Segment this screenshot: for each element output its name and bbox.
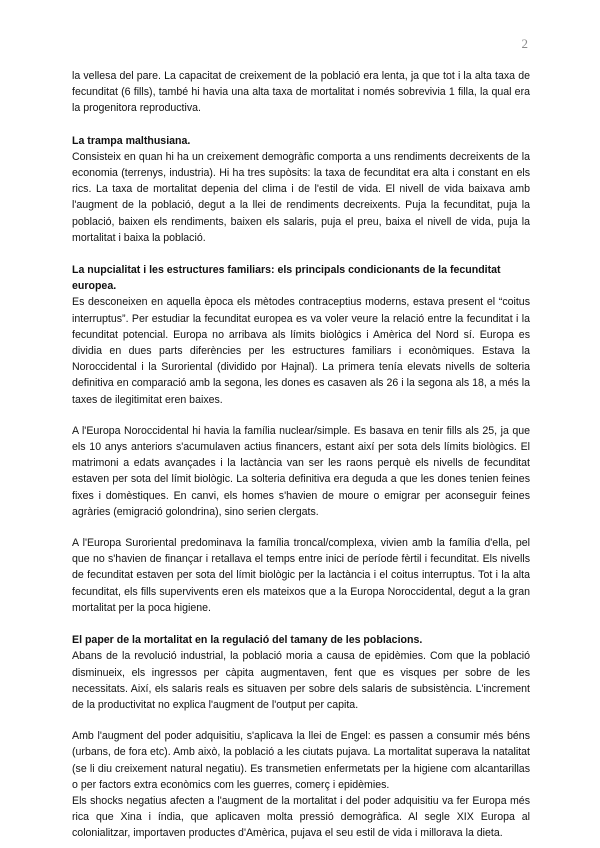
paragraph-southeast-europe: A l'Europa Suroriental predominava la família troncal/complexa, vivien amb la família d'ella, pel que no s'havien de finançar i retallava el temps entre inici de període fèrtil i fecunditat. Els nivells de fecunditat estaven per sota del límit biològic per la lactància i el coitus interruptus. Tot i la alta fecunditat, els fills supervivents eren els mateixos que a la Europa Noroccidental, degut a la gran mortalitat per la poca higiene. (72, 537, 530, 614)
heading-nuptiality: La nupcialitat i les estructures familiars: els principals condicionants de la fecunditat europea. (72, 264, 501, 293)
paragraph-intro: la vellesa del pare. La capacitat de creixement de la població era lenta, ja que tot i la alta taxa de fecunditat (6 fills), també hi havia una alta taxa de mortalitat i només sobrevivia 1 filla, la qual era la progenitora reproductiva. (72, 70, 530, 115)
paragraph-mortality-epidemics: Abans de la revolució industrial, la població moria a causa de epidèmies. Com que la població disminueix, els ingressos per càpita augmentaven, fent que es visques per sobre de les necessitats. Així, els salaris reals es situaven per sobre dels salaris de subsistència. L'increment de la productivitat no explica l'augment de l'output per capita. (72, 650, 530, 711)
paragraph-northwest-europe: A l'Europa Noroccidental hi havia la família nuclear/simple. Es basava en tenir fills als 25, ja que els 10 anys anteriors s'acumulaven actius financers, estant així per sota dels límits biològics. El matrimoni a edats avançades i la lactància van ser les raons perquè els nivells de fecunditat estaven per sota del límit biològic. La solteria definitiva era deguda a que les dones tenien feines fixes i domèstiques. En canvi, els homes s'havien de moure o emigrar per aconseguir feines agràries (emigració golondrina), sino serien clergats. (72, 424, 530, 518)
document-body (72, 68, 530, 842)
heading-mortality: El paper de la mortalitat en la regulació del tamany de les poblacions. (72, 634, 423, 647)
page-number: 2 (521, 36, 528, 51)
paragraph-malthusian-trap: Consisteix en quan hi ha un creixement demogràfic comporta a uns rendiments decreixents de la economia (terrenys, industria). Hi ha tres supòsits: la taxa de fecunditat era alta i constant en els rics. La taxa de mortalitat depenia del clima i de l'estil de vida. El nivell de vida baixava amb l'augment de la població, degut a la llei de rendiments decreixents. Puja la fecunditat, puja la població, baixen els rendiments, baixen els salaris, puja el preu, baixa el nivell de vida, puja la mortalitat i baixa la població. (72, 150, 530, 244)
heading-malthusian-trap: La trampa malthusiana. (72, 134, 191, 147)
paragraph-nuptiality: Es desconeixen en aquella època els mètodes contraceptius moderns, estava present el “coitus interruptus”. Per estudiar la fecunditat europea es va voler veure la relació entre la fecunditat i la fecunditat potencial. Europa no arribava als límits biològics i Amèrica del Nord sí. Europa es dividia en dues parts diferències per les estructures familiars i econòmiques. Estava la Noroccidental i la Suroriental (dividido por Hajnal). La primera tenía elevats nivells de solteria definitiva en comparació amb la segona, les dones es casaven als 26 i la segona als 18, a més la taxes de ilegitimitat eren baixes. (72, 296, 530, 406)
paragraph-engel-law: Amb l'augment del poder adquisitiu, s'aplicava la llei de Engel: es passen a consumir més béns (urbans, de fora etc). Amb això, la població a les ciutats pujava. La mortalitat superava la natalitat (se li diu creixement natural negatiu). Es transmetien enfermetats per la higiene com alcantarillas o per factors extra econòmics com les guerres, comerç i epidèmies. (72, 730, 530, 791)
paragraph-negative-shocks: Els shocks negatius afecten a l'augment de la mortalitat i del poder adquisitiu va fer Europa més rica que Xina i índia, que aplicaven molta pressió demogràfica. Al segle XIX Europa al colonialitzar, importaven productes d'Amèrica, pujava el seu estil de vida i millorava la dieta. (72, 794, 530, 840)
